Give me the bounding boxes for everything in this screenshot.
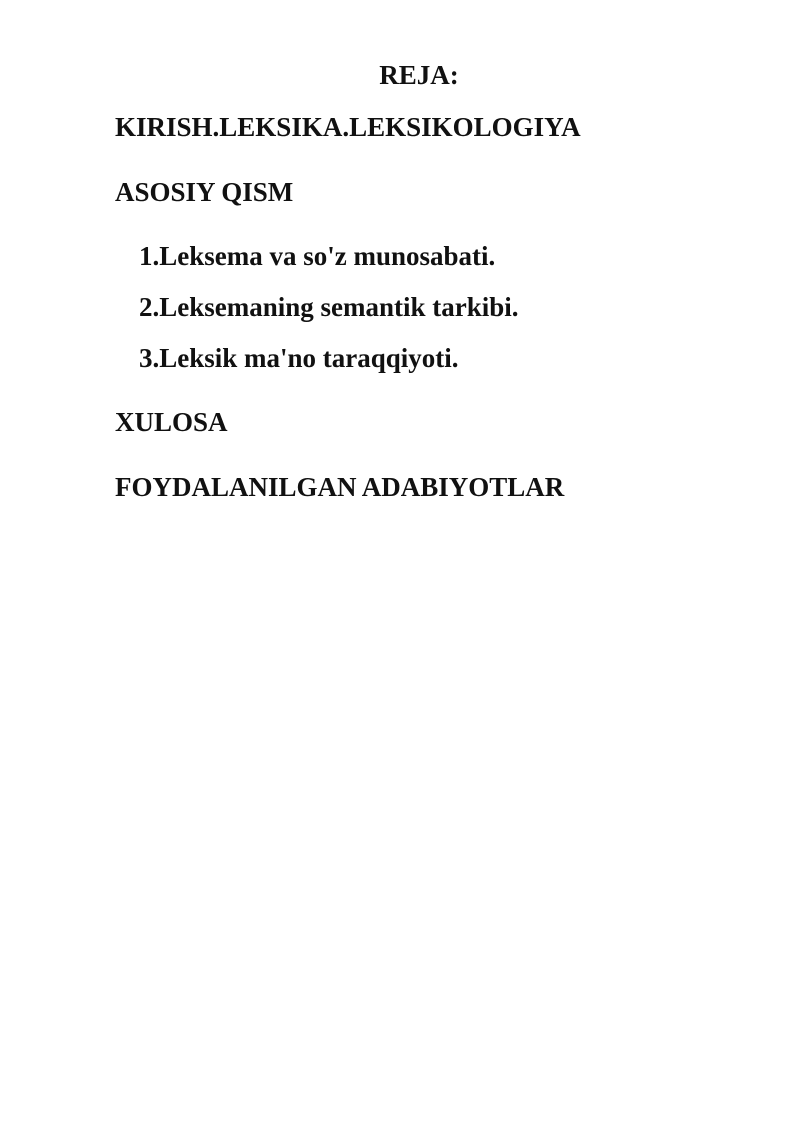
list-item xyxy=(139,240,495,272)
list-item xyxy=(139,342,459,374)
list-item-number: 2. xyxy=(139,292,160,322)
section-references: FOYDALANILGAN ADABIYOTLAR xyxy=(115,472,565,502)
list-item xyxy=(139,291,519,323)
section-conclusion: XULOSA xyxy=(115,407,228,437)
list-item-number: 3. xyxy=(139,343,160,373)
list-item-number: 1. xyxy=(139,241,160,271)
section-intro: KIRISH.LEKSIKA.LEKSIKOLOGIYA xyxy=(115,112,581,142)
page-title: REJA: xyxy=(379,60,459,90)
list-item-text: Leksik ma'no taraqqiyoti. xyxy=(159,343,459,373)
section-main: ASOSIY QISM xyxy=(115,177,294,207)
list-item-text: Leksemaning semantik tarkibi. xyxy=(159,292,519,322)
list-item-text: Leksema va so'z munosabati. xyxy=(159,241,496,271)
